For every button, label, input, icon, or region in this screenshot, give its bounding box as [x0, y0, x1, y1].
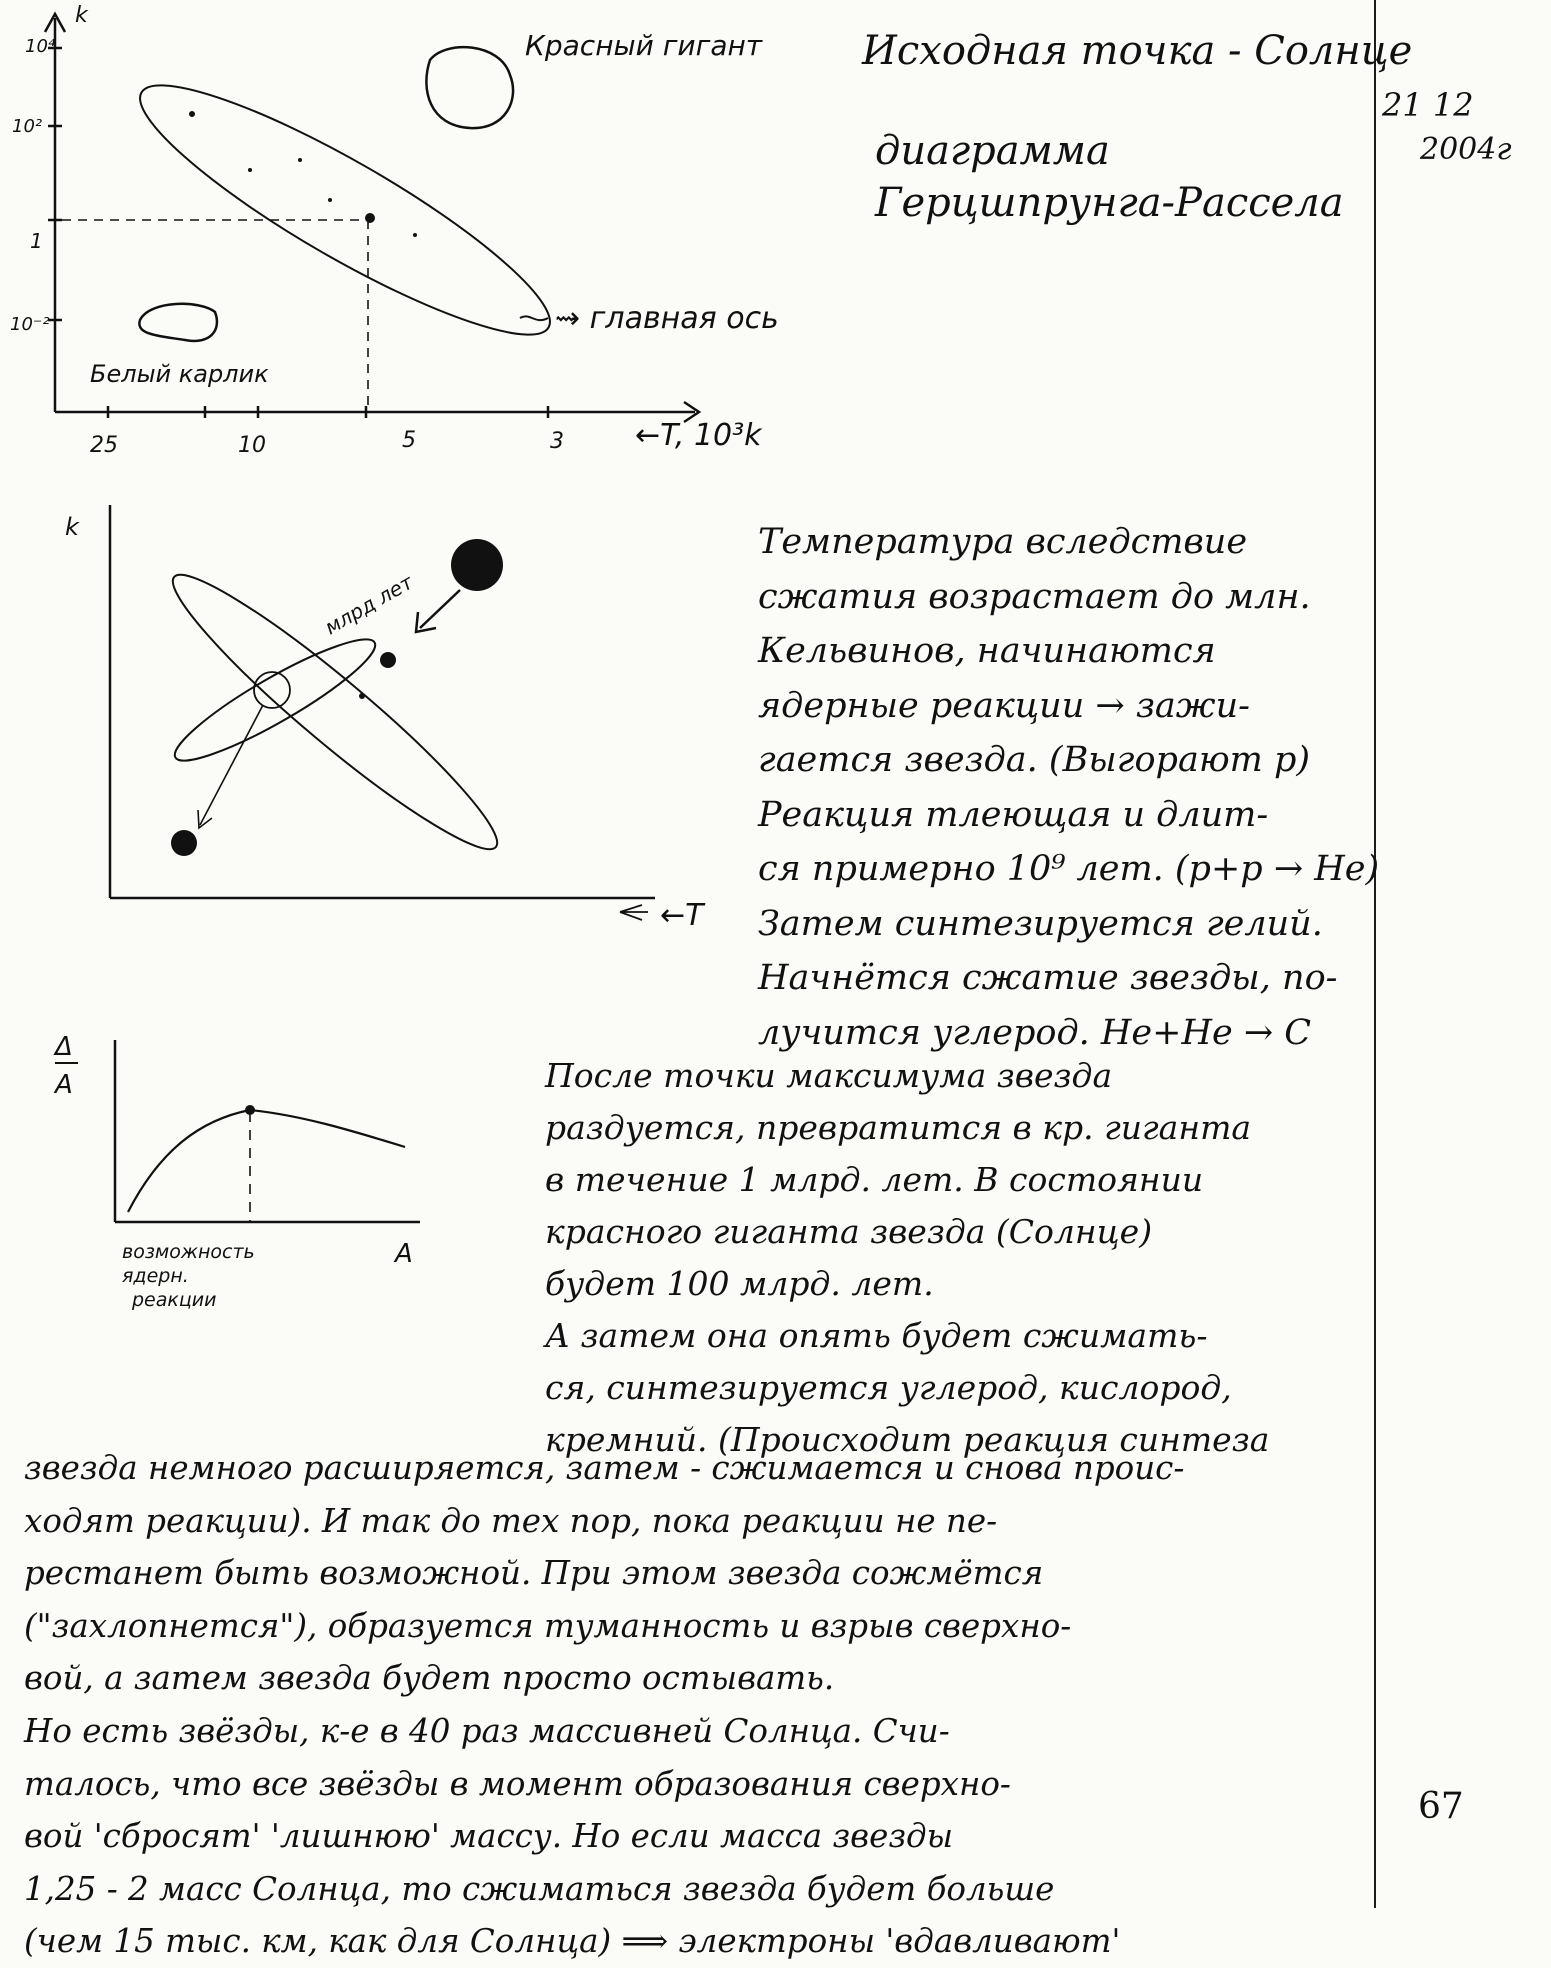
y-axis-label: k	[75, 3, 88, 28]
text-line: ходят реакции). И так до тех пор, пока реакции не пе-	[24, 1501, 998, 1540]
x-tick-label: 5	[402, 428, 416, 453]
binding-curve	[128, 1110, 405, 1212]
header-year: 2004г	[1420, 132, 1512, 167]
y-axis-label: k	[65, 513, 79, 541]
annotation-line: ядерн.	[122, 1265, 189, 1287]
text-line: Начнётся сжатие звезды, по-	[758, 958, 1338, 998]
text-line: талось, что все звёзды в момент образования сверхно-	[24, 1764, 1011, 1803]
x-tick-label: 10	[238, 433, 266, 458]
text-line: гается звезда. (Выгорают р)	[758, 740, 1311, 780]
y-tick-label: 10⁻²	[10, 314, 50, 335]
text-line: раздуется, превратится в кр. гиганта	[545, 1108, 1252, 1147]
text-line: Но есть звёзды, к-е в 40 раз массивней Солнца. Счи-	[24, 1711, 950, 1750]
time-label: млрд лет	[320, 569, 417, 640]
text-line: лучится углерод. Не+Не → С	[758, 1012, 1312, 1053]
x-axis-label: ←T, 10³k	[635, 418, 762, 453]
text-line: вой, а затем звезда будет просто остывать.	[24, 1659, 835, 1698]
text-line: Затем синтезируется гелий.	[758, 903, 1323, 944]
text-line: Температура вследствие	[758, 522, 1248, 562]
diagram-caption-line1: диаграмма	[875, 128, 1110, 174]
text-line: красного гиганта звезда (Солнце)	[545, 1212, 1153, 1251]
paragraph-red-giant	[545, 1050, 1269, 1466]
main-sequence-label: ⇝ главная ось	[555, 301, 779, 336]
annotation-line: возможность	[122, 1241, 255, 1263]
text-line: ся, синтезируется углерод, кислород,	[545, 1368, 1232, 1407]
y-tick-label: 1	[30, 229, 43, 253]
text-line: вой 'сбросят' 'лишнюю' массу. Но если масса звезды	[24, 1817, 954, 1856]
text-line: Реакция тлеющая и длит-	[758, 794, 1269, 835]
text-line: будет 100 млрд. лет.	[545, 1264, 934, 1303]
y-tick-label: 10²	[12, 116, 43, 137]
text-line: рестанет быть возможной. При этом звезда сожмётся	[24, 1554, 1044, 1593]
header-date: 21 12	[1382, 86, 1474, 124]
text-line: сжатия возрастает до млн.	[758, 576, 1311, 617]
header-title: Исходная точка - Солнце	[862, 28, 1413, 74]
y-tick-label: 10⁴	[25, 36, 56, 57]
annotation-line: реакции	[132, 1289, 217, 1311]
text-line: ся примерно 10⁹ лет. (р+р → Не)	[758, 849, 1380, 889]
max-point	[245, 1105, 255, 1115]
x-axis-label: A	[395, 1239, 413, 1269]
text-line: ядерные реакции → зажи-	[758, 685, 1250, 726]
text-line: ("захлопнется"), образуется туманность и взрыв сверхно-	[24, 1606, 1072, 1645]
text-line: После точки максимума звезда	[545, 1056, 1113, 1095]
page-number: 67	[1418, 1786, 1464, 1827]
text-line: в течение 1 млрд. лет. В состоянии	[545, 1160, 1204, 1199]
diagram-caption-line2: Герцшпрунга-Рассела	[875, 180, 1344, 226]
text-line: (чем 15 тыс. км, как для Солнца) ⟹ электроны 'вдавливают'	[24, 1922, 1121, 1961]
red-giant-label: Красный гигант	[525, 29, 763, 62]
y-axis-label-numerator: Δ	[55, 1032, 73, 1062]
y-axis-label-denominator: A	[55, 1070, 73, 1100]
text-line: звезда немного расширяется, затем - сжимается и снова проис-	[24, 1449, 1185, 1487]
x-tick-label: 3	[550, 429, 564, 454]
text-line: Кельвинов, начинаются	[758, 631, 1216, 671]
text-line: 1,25 - 2 масс Солнца, то сжиматься звезда будет больше	[24, 1869, 1055, 1908]
x-axis-label: ←T	[660, 898, 704, 933]
x-tick-label: 25	[90, 433, 118, 458]
paragraph-supernova	[24, 1442, 1184, 1968]
paragraph-fusion	[758, 515, 1379, 1060]
text-line: кремний. (Происходит реакция синтеза	[545, 1420, 1270, 1459]
text-line: А затем она опять будет сжимать-	[545, 1316, 1208, 1355]
white-dwarf-label: Белый карлик	[90, 360, 269, 388]
